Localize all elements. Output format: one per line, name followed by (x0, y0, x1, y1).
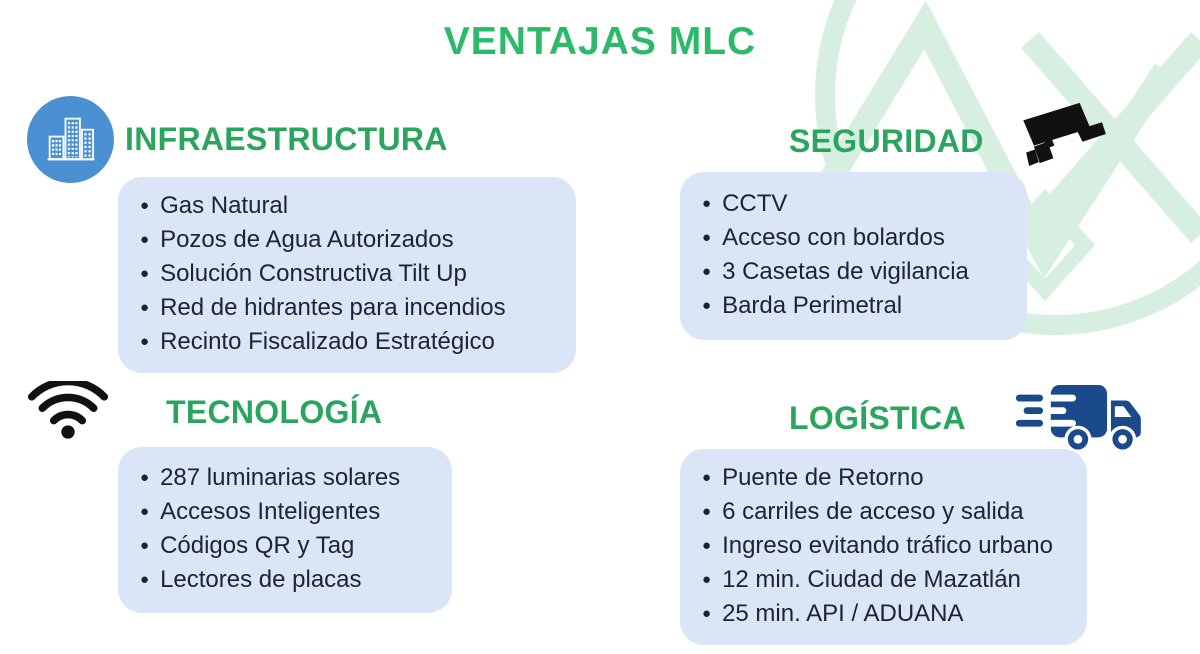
bullet-icon (702, 292, 722, 319)
list-item-text: 25 min. API / ADUANA (722, 600, 964, 627)
list-item (140, 190, 554, 224)
list-item (702, 290, 1005, 324)
list-item (140, 496, 430, 530)
buildings-icon (27, 96, 114, 183)
panel-tecnologia (118, 447, 452, 613)
list-item (702, 256, 1005, 290)
list-item-text: 3 Casetas de vigilancia (722, 258, 969, 285)
list-item-text: 287 luminarias solares (160, 464, 401, 491)
list-item-text: 12 min. Ciudad de Mazatlán (722, 566, 1021, 593)
bullet-icon (140, 226, 160, 253)
seguridad-list (702, 188, 1005, 324)
list-item (140, 258, 554, 292)
list-item (702, 564, 1065, 598)
bullet-icon (702, 532, 722, 559)
panel-infraestructura (118, 177, 576, 373)
panel-logistica (680, 449, 1087, 645)
bullet-icon (140, 260, 160, 287)
bullet-icon (702, 190, 722, 217)
list-item (702, 598, 1065, 632)
list-item-text: CCTV (722, 190, 788, 217)
list-item (702, 496, 1065, 530)
list-item (702, 188, 1005, 222)
bullet-icon (140, 498, 160, 525)
bullet-icon (140, 294, 160, 321)
list-item (702, 530, 1065, 564)
list-item-text: 6 carriles de acceso y salida (722, 498, 1024, 525)
bullet-icon (140, 328, 160, 355)
bullet-icon (702, 224, 722, 251)
list-item-text: Recinto Fiscalizado Estratégico (160, 328, 495, 355)
panel-seguridad (680, 172, 1027, 340)
bullet-icon (140, 566, 160, 593)
list-item-text: Ingreso evitando tráfico urbano (722, 532, 1053, 559)
list-item-text: Solución Constructiva Tilt Up (160, 260, 467, 287)
cctv-camera-icon (1018, 98, 1116, 168)
logistica-list (702, 462, 1065, 632)
list-item-text: Barda Perimetral (722, 292, 903, 319)
bullet-icon (140, 532, 160, 559)
tecnologia-list (140, 462, 430, 598)
list-item-text: Red de hidrantes para incendios (160, 294, 506, 321)
list-item-text: Gas Natural (160, 192, 289, 219)
list-item (140, 564, 430, 598)
list-item (140, 224, 554, 258)
bullet-icon (702, 600, 722, 627)
list-item (140, 292, 554, 326)
bullet-icon (702, 566, 722, 593)
list-item-text: Acceso con bolardos (722, 224, 945, 251)
page-title: VENTAJAS MLC (443, 20, 757, 63)
list-item (140, 326, 554, 360)
bullet-icon (140, 464, 160, 491)
section-heading-seguridad: SEGURIDAD (789, 123, 984, 159)
wifi-icon (28, 381, 108, 443)
list-item-text: Códigos QR y Tag (160, 532, 355, 559)
list-item (140, 530, 430, 564)
list-item (702, 462, 1065, 496)
infraestructura-list (140, 190, 554, 360)
delivery-truck-icon (1012, 379, 1142, 453)
section-heading-logistica: LOGÍSTICA (789, 400, 966, 436)
list-item-text: Accesos Inteligentes (160, 498, 381, 525)
list-item (702, 222, 1005, 256)
list-item (140, 462, 430, 496)
bullet-icon (702, 258, 722, 285)
bullet-icon (702, 498, 722, 525)
bullet-icon (140, 192, 160, 219)
list-item-text: Lectores de placas (160, 566, 362, 593)
bullet-icon (702, 464, 722, 491)
list-item-text: Puente de Retorno (722, 464, 924, 491)
section-heading-tecnologia: TECNOLOGÍA (166, 394, 383, 430)
section-heading-infraestructura: INFRAESTRUCTURA (125, 121, 448, 157)
list-item-text: Pozos de Agua Autorizados (160, 226, 454, 253)
